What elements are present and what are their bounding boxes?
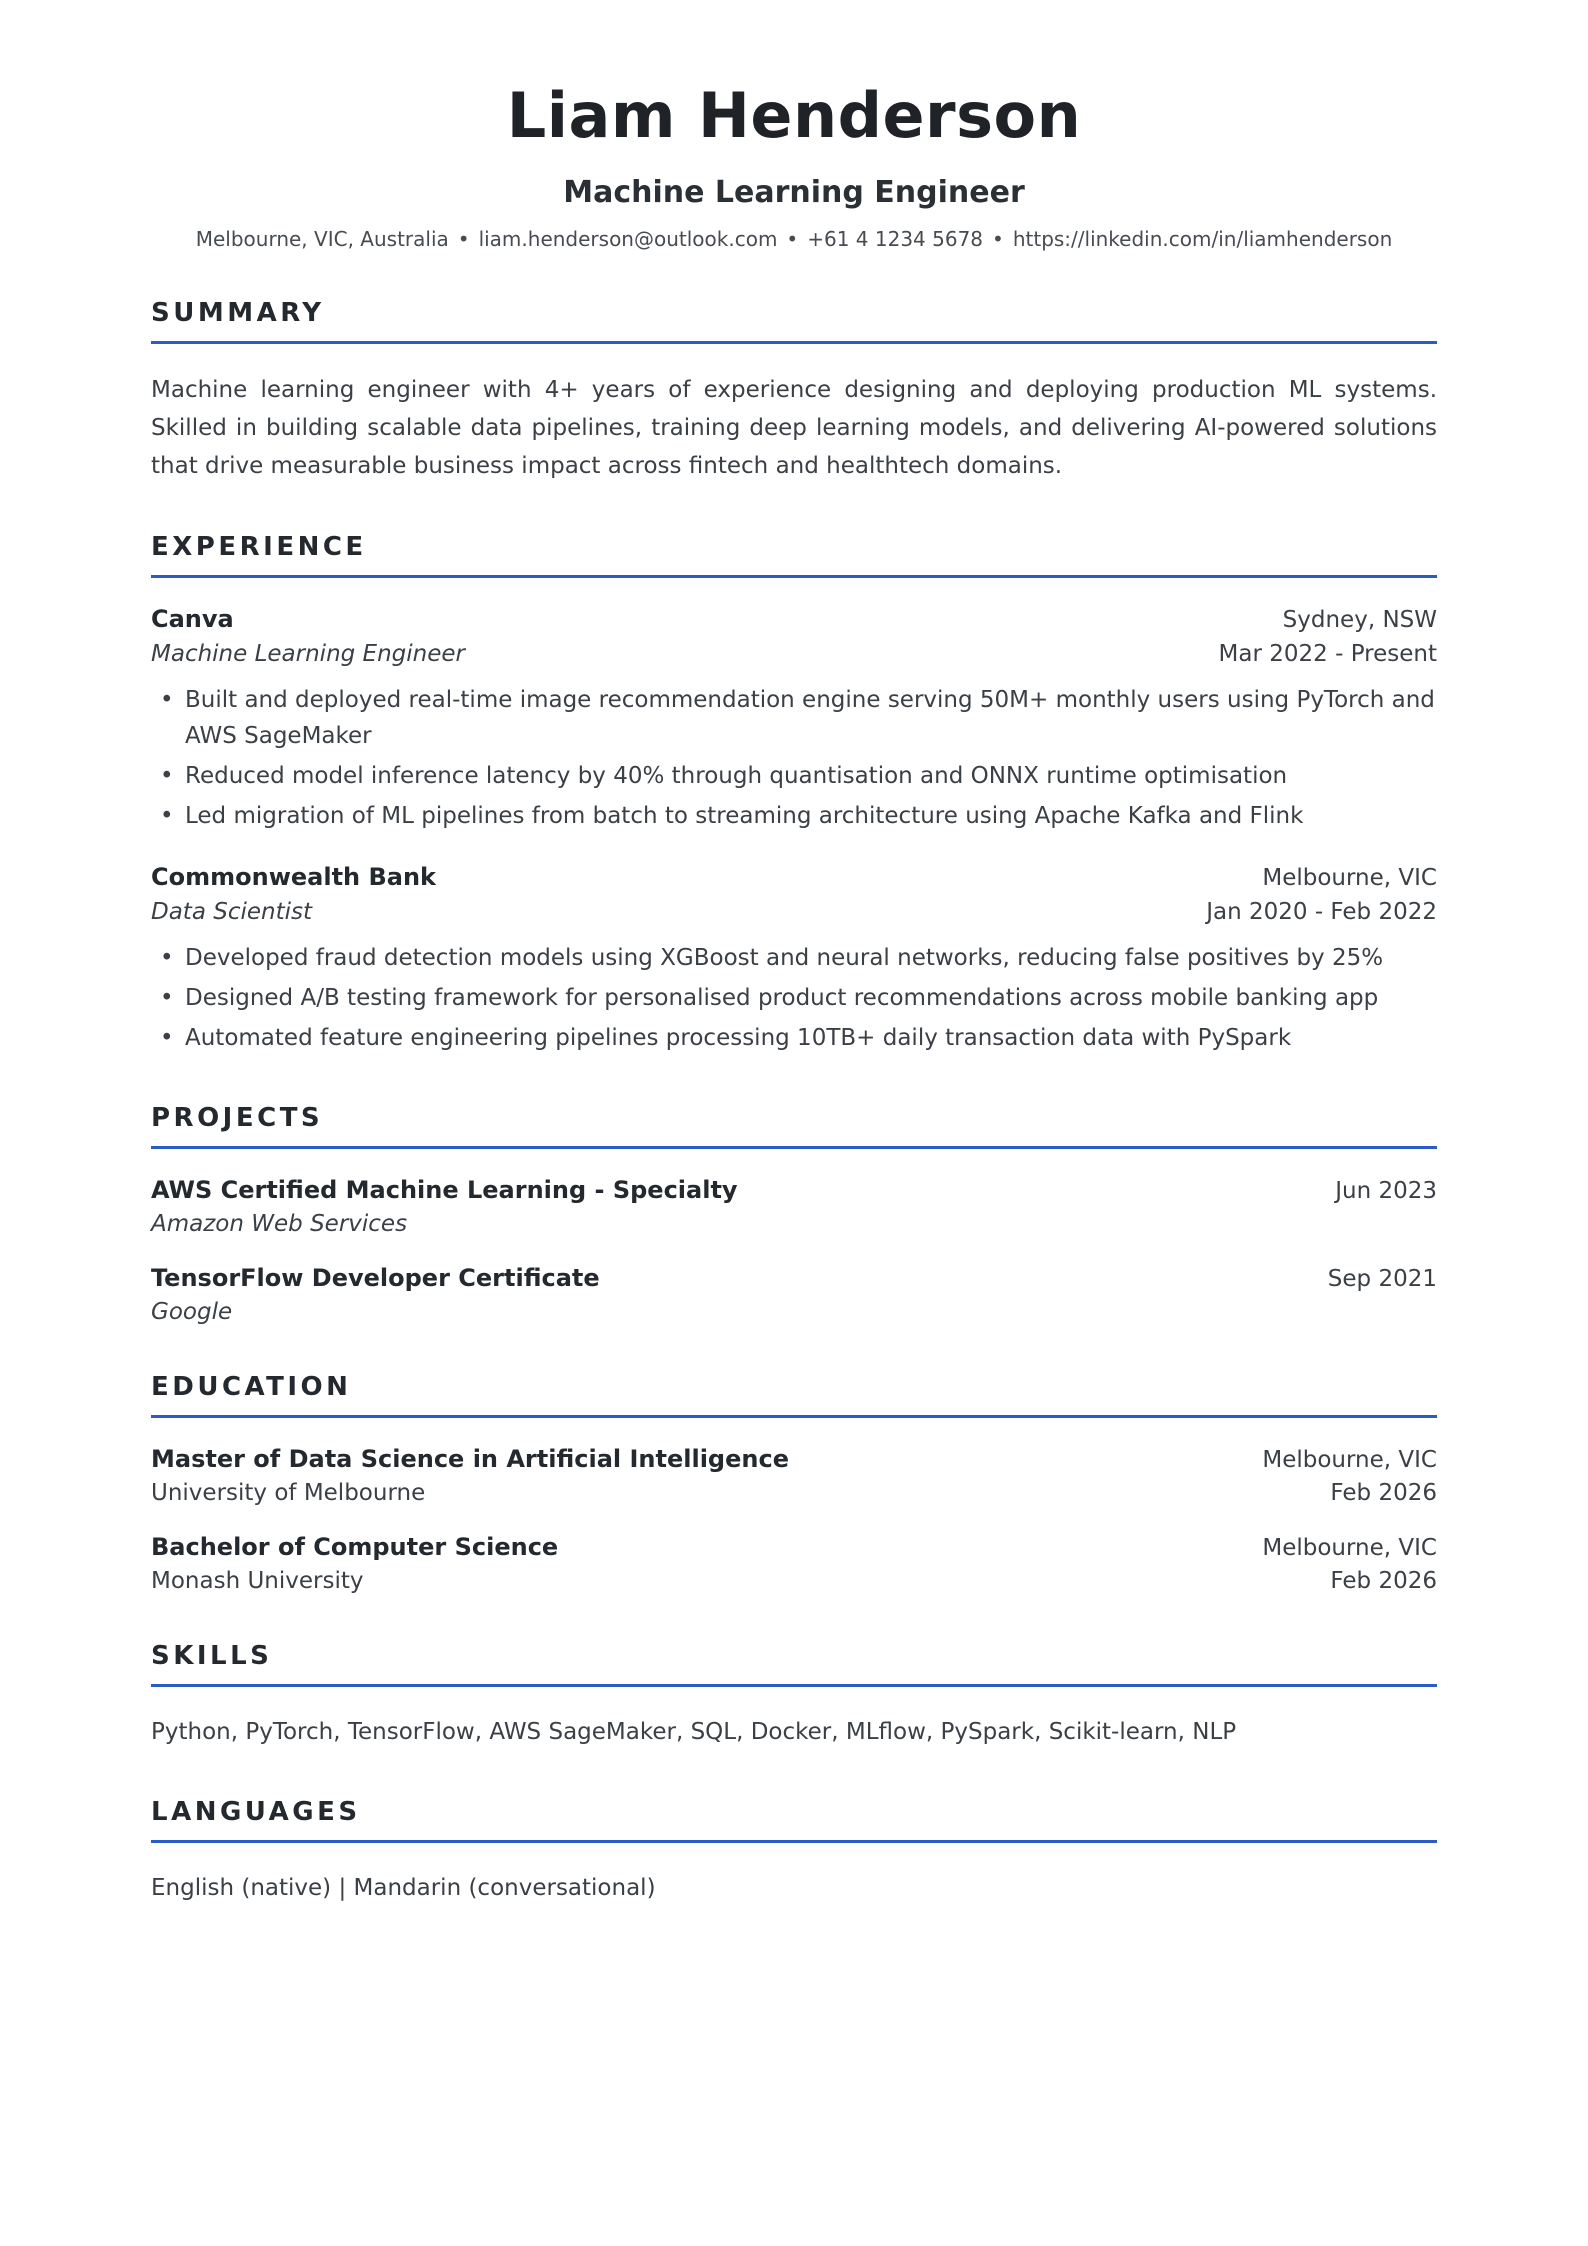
bullet-item <box>151 940 1437 976</box>
project-header-row <box>151 1176 1437 1204</box>
languages-heading: LANGUAGES <box>151 1796 361 1827</box>
job-header-row <box>151 863 1437 891</box>
section-languages <box>151 1797 1437 1906</box>
section-experience <box>151 532 1437 1056</box>
project-title: TensorFlow Developer Certificate <box>151 1263 600 1292</box>
section-skills <box>151 1641 1437 1750</box>
bullet-dot-icon <box>151 940 185 976</box>
bullet-text: Built and deployed real-time image recommendation engine serving 50M+ monthly users using PyTorch and AWS SageMaker <box>185 686 1435 749</box>
project-subheader-row <box>151 1299 1437 1325</box>
job-role: Machine Learning Engineer <box>151 640 465 667</box>
contact-separator: • <box>457 226 470 251</box>
skills-text: Python, PyTorch, TensorFlow, AWS SageMaker, SQL, Docker, MLflow, PySpark, Scikit-learn, NLP <box>151 1718 1237 1745</box>
school-name: University of Melbourne <box>151 1479 426 1506</box>
job-location: Sydney, NSW <box>1282 606 1437 633</box>
contact-separator: • <box>786 226 799 251</box>
bullet-text: Designed A/B testing framework for personalised product recommendations across mobile banking app <box>185 984 1379 1011</box>
summary-text: Machine learning engineer with 4+ years of experience designing and deploying production ML systems. Skilled in building scalable data pipelines, training deep learning models, and delivering AI-powered solutions that drive measurable business impact across fintech and healthtech domains. <box>151 376 1437 479</box>
education-header-row <box>151 1445 1437 1473</box>
education-location: Melbourne, VIC <box>1262 1446 1437 1473</box>
section-rule <box>151 1146 1437 1149</box>
bullet-text: Reduced model inference latency by 40% through quantisation and ONNX runtime optimisation <box>185 762 1288 789</box>
job-header-row <box>151 605 1437 633</box>
education-date: Feb 2026 <box>1330 1567 1437 1594</box>
project-subheader-row <box>151 1211 1437 1237</box>
project-date: Sep 2021 <box>1327 1265 1437 1292</box>
contact-phone: +61 4 1234 5678 <box>807 226 984 251</box>
bullet-text: Led migration of ML pipelines from batch to streaming architecture using Apache Kafka and Flink <box>185 802 1304 829</box>
degree-name: Master of Data Science in Artificial Intelligence <box>151 1444 789 1473</box>
bullet-item <box>151 980 1437 1016</box>
section-rule <box>151 575 1437 578</box>
education-entry <box>151 1445 1437 1506</box>
bullet-text: Developed fraud detection models using XGBoost and neural networks, reducing false positives by 25% <box>185 944 1384 971</box>
contact-location: Melbourne, VIC, Australia <box>195 226 449 251</box>
languages-text: English (native) | Mandarin (conversational) <box>151 1874 656 1901</box>
experience-heading: EXPERIENCE <box>151 531 367 562</box>
job-dates: Mar 2022 - Present <box>1218 640 1437 667</box>
bullet-dot-icon <box>151 980 185 1016</box>
education-subheader-row <box>151 1568 1437 1594</box>
education-location: Melbourne, VIC <box>1262 1534 1437 1561</box>
skills-heading: SKILLS <box>151 1640 273 1671</box>
section-projects <box>151 1103 1437 1325</box>
project-title: AWS Certified Machine Learning - Specialty <box>151 1175 738 1204</box>
bullet-item <box>151 1020 1437 1056</box>
company-name: Commonwealth Bank <box>151 862 437 891</box>
project-date: Jun 2023 <box>1335 1177 1437 1204</box>
section-rule <box>151 1684 1437 1687</box>
job-location: Melbourne, VIC <box>1262 864 1437 891</box>
education-heading: EDUCATION <box>151 1371 352 1402</box>
contact-separator: • <box>992 226 1004 251</box>
resume-header <box>151 76 1437 251</box>
job-bullet-list <box>151 682 1437 834</box>
project-entry <box>151 1176 1437 1237</box>
contact-line <box>151 227 1437 251</box>
candidate-name: Liam Henderson <box>506 79 1082 152</box>
bullet-item <box>151 758 1437 794</box>
education-entry <box>151 1533 1437 1594</box>
section-summary <box>151 298 1437 485</box>
contact-linkedin-url: https://linkedin.com/in/liamhenderson <box>1012 226 1393 251</box>
section-rule <box>151 1415 1437 1418</box>
project-org: Google <box>151 1298 233 1325</box>
education-subheader-row <box>151 1480 1437 1506</box>
education-date: Feb 2026 <box>1330 1479 1437 1506</box>
bullet-item <box>151 682 1437 754</box>
project-header-row <box>151 1264 1437 1292</box>
section-rule <box>151 341 1437 344</box>
projects-heading: PROJECTS <box>151 1102 324 1133</box>
job-subheader-row <box>151 899 1437 925</box>
bullet-text: Automated feature engineering pipelines processing 10TB+ daily transaction data with PySpark <box>185 1024 1292 1051</box>
job-entry <box>151 605 1437 834</box>
job-role: Data Scientist <box>151 898 312 925</box>
bullet-dot-icon <box>151 798 185 834</box>
bullet-dot-icon <box>151 758 185 794</box>
project-org: Amazon Web Services <box>151 1210 408 1237</box>
candidate-job-title: Machine Learning Engineer <box>563 174 1025 210</box>
bullet-item <box>151 798 1437 834</box>
job-subheader-row <box>151 641 1437 667</box>
contact-email: liam.henderson@outlook.com <box>478 226 778 251</box>
bullet-dot-icon <box>151 1020 185 1056</box>
bullet-dot-icon <box>151 682 185 754</box>
section-education <box>151 1372 1437 1594</box>
project-entry <box>151 1264 1437 1325</box>
job-bullet-list <box>151 940 1437 1056</box>
summary-heading: SUMMARY <box>151 297 325 328</box>
degree-name: Bachelor of Computer Science <box>151 1532 559 1561</box>
school-name: Monash University <box>151 1567 364 1594</box>
job-dates: Jan 2020 - Feb 2022 <box>1206 898 1437 925</box>
company-name: Canva <box>151 604 234 633</box>
job-entry <box>151 863 1437 1056</box>
section-rule <box>151 1840 1437 1843</box>
education-header-row <box>151 1533 1437 1561</box>
